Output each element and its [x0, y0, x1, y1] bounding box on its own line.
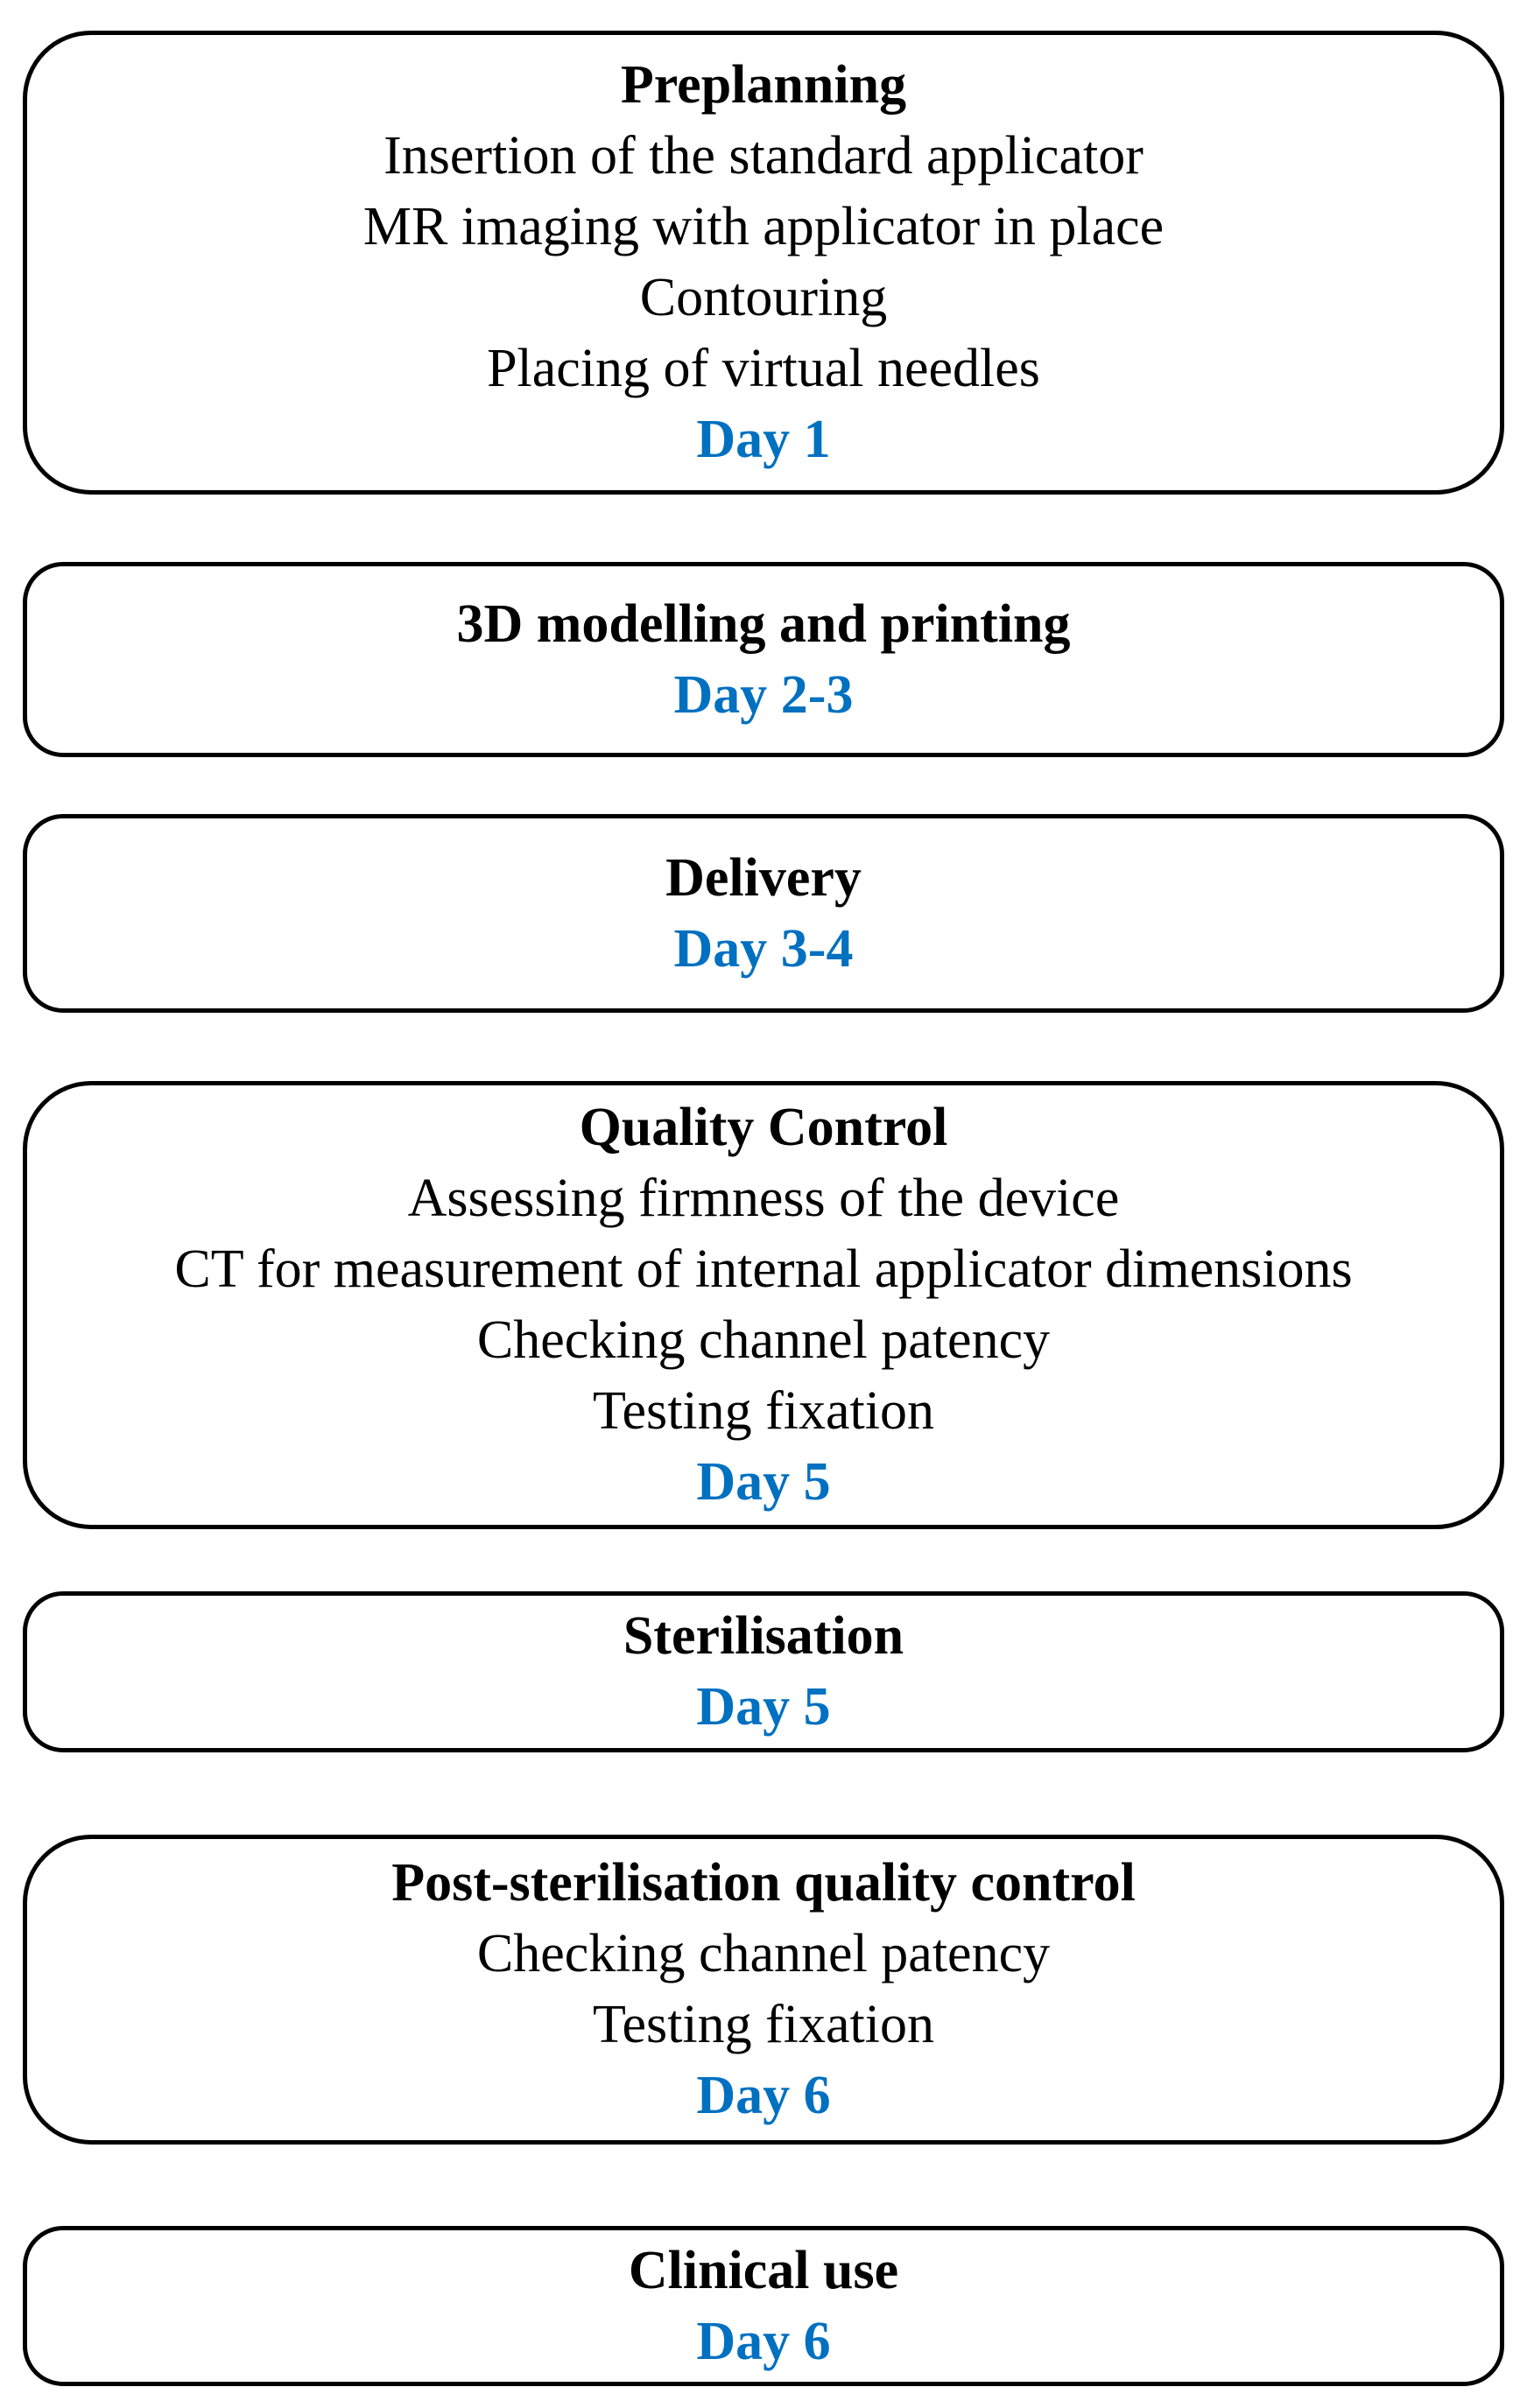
step-line: Checking channel patency [476, 1310, 1051, 1370]
step-line: Placing of virtual needles [487, 339, 1040, 398]
step-line: Insertion of the standard applicator [384, 126, 1143, 186]
step-day-label: Day 5 [696, 1677, 831, 1737]
step-day-label: Day 6 [696, 2066, 831, 2125]
step-title: Quality Control [579, 1098, 948, 1157]
step-title: Clinical use [628, 2240, 899, 2300]
step-line: CT for measurement of internal applicator dimensions [174, 1239, 1353, 1299]
step-title: Post-sterilisation quality control [391, 1853, 1136, 1913]
step-title: Preplanning [620, 55, 907, 115]
step-line: MR imaging with applicator in place [362, 197, 1165, 256]
step-line: Contouring [639, 268, 888, 327]
step-delivery [23, 814, 1504, 1013]
step-day-label: Day 6 [696, 2311, 831, 2371]
step-line: Testing fixation [593, 1381, 934, 1441]
step-3d-modelling [23, 562, 1504, 757]
step-day-label: Day 3-4 [673, 918, 854, 979]
step-quality-control [23, 1081, 1504, 1529]
step-line: Testing fixation [593, 1995, 934, 2054]
step-title: 3D modelling and printing [456, 593, 1071, 654]
step-post-sterilisation-qc [23, 1835, 1504, 2145]
step-sterilisation [23, 1591, 1504, 1752]
step-clinical-use [23, 2226, 1504, 2386]
step-day-label: Day 2-3 [673, 664, 854, 725]
step-line: Checking channel patency [476, 1924, 1051, 1983]
step-day-label: Day 5 [696, 1452, 831, 1512]
step-day-label: Day 1 [696, 410, 831, 469]
step-title: Delivery [665, 847, 862, 908]
step-title: Sterilisation [623, 1606, 904, 1666]
step-line: Assessing firmness of the device [407, 1169, 1120, 1228]
step-preplanning [23, 31, 1504, 495]
